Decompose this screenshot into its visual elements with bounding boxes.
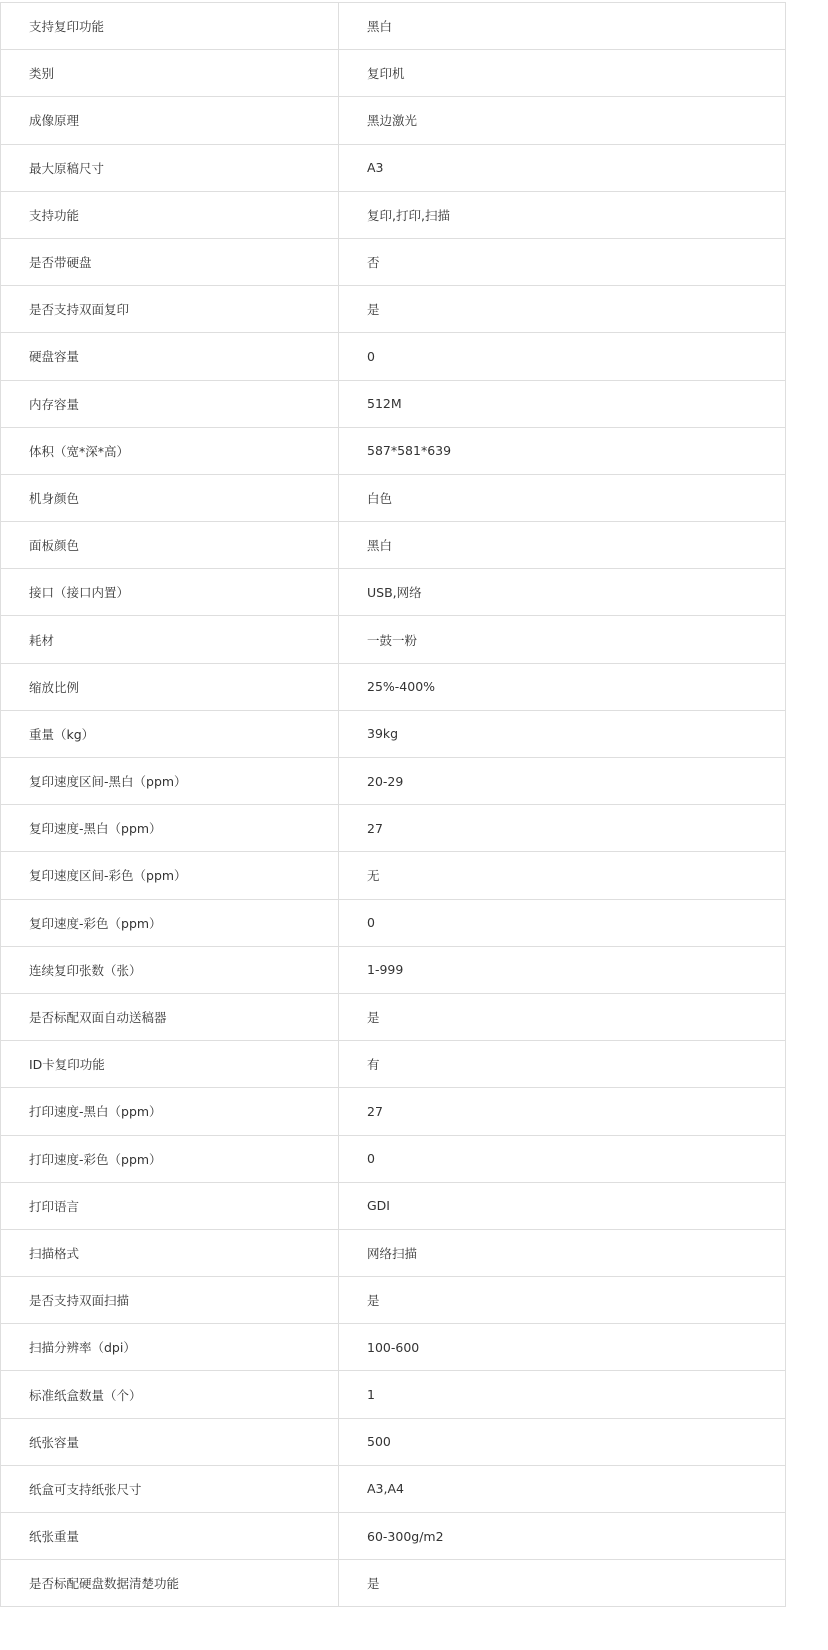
spec-value: 500	[339, 1418, 786, 1465]
table-row	[1, 1465, 786, 1512]
spec-value: 0	[339, 333, 786, 380]
spec-label: 复印速度-彩色（ppm）	[1, 899, 339, 946]
spec-value: 白色	[339, 474, 786, 521]
spec-value: A3	[339, 144, 786, 191]
spec-value: 20-29	[339, 758, 786, 805]
spec-table	[0, 2, 786, 1607]
spec-label: 纸盒可支持纸张尺寸	[1, 1465, 339, 1512]
table-row	[1, 1371, 786, 1418]
table-row	[1, 946, 786, 993]
spec-label: 成像原理	[1, 97, 339, 144]
spec-label: 纸张重量	[1, 1513, 339, 1560]
table-row	[1, 286, 786, 333]
spec-label: 面板颜色	[1, 522, 339, 569]
spec-label: 复印速度-黑白（ppm）	[1, 805, 339, 852]
table-row	[1, 1513, 786, 1560]
spec-value: 0	[339, 1135, 786, 1182]
table-row	[1, 616, 786, 663]
spec-value: 网络扫描	[339, 1229, 786, 1276]
table-row	[1, 1088, 786, 1135]
spec-value: 39kg	[339, 710, 786, 757]
table-row	[1, 993, 786, 1040]
spec-value: 25%-400%	[339, 663, 786, 710]
spec-label: 是否带硬盘	[1, 238, 339, 285]
spec-label: 复印速度区间-彩色（ppm）	[1, 852, 339, 899]
table-row	[1, 191, 786, 238]
spec-label: 是否标配硬盘数据清楚功能	[1, 1560, 339, 1607]
table-row	[1, 1277, 786, 1324]
spec-label: 硬盘容量	[1, 333, 339, 380]
table-row	[1, 3, 786, 50]
spec-label: 打印速度-彩色（ppm）	[1, 1135, 339, 1182]
spec-label: 连续复印张数（张）	[1, 946, 339, 993]
spec-value: 100-600	[339, 1324, 786, 1371]
table-row	[1, 1182, 786, 1229]
spec-value: 587*581*639	[339, 427, 786, 474]
table-row	[1, 1041, 786, 1088]
table-row	[1, 852, 786, 899]
spec-value: 复印机	[339, 50, 786, 97]
spec-value: 是	[339, 286, 786, 333]
spec-value: 是	[339, 1277, 786, 1324]
spec-table-body	[1, 3, 786, 1607]
table-row	[1, 1418, 786, 1465]
spec-value: 是	[339, 993, 786, 1040]
spec-label: 缩放比例	[1, 663, 339, 710]
spec-value: 27	[339, 1088, 786, 1135]
spec-value: 否	[339, 238, 786, 285]
table-row	[1, 1560, 786, 1607]
table-row	[1, 238, 786, 285]
spec-label: 是否支持双面扫描	[1, 1277, 339, 1324]
spec-label: 是否支持双面复印	[1, 286, 339, 333]
spec-label: 是否标配双面自动送稿器	[1, 993, 339, 1040]
spec-value: 是	[339, 1560, 786, 1607]
spec-label: 接口（接口内置）	[1, 569, 339, 616]
spec-value: 60-300g/m2	[339, 1513, 786, 1560]
spec-value: 有	[339, 1041, 786, 1088]
table-row	[1, 758, 786, 805]
spec-label: ID卡复印功能	[1, 1041, 339, 1088]
table-row	[1, 144, 786, 191]
table-row	[1, 1229, 786, 1276]
table-row	[1, 569, 786, 616]
spec-value: 无	[339, 852, 786, 899]
spec-value: 1-999	[339, 946, 786, 993]
spec-label: 重量（kg）	[1, 710, 339, 757]
table-row	[1, 710, 786, 757]
spec-label: 内存容量	[1, 380, 339, 427]
spec-label: 纸张容量	[1, 1418, 339, 1465]
spec-value: 0	[339, 899, 786, 946]
spec-label: 打印语言	[1, 1182, 339, 1229]
spec-value: 复印,打印,扫描	[339, 191, 786, 238]
table-row	[1, 427, 786, 474]
table-row	[1, 474, 786, 521]
table-row	[1, 805, 786, 852]
table-row	[1, 1135, 786, 1182]
spec-label: 支持功能	[1, 191, 339, 238]
spec-label: 标准纸盒数量（个）	[1, 1371, 339, 1418]
spec-label: 扫描格式	[1, 1229, 339, 1276]
table-row	[1, 899, 786, 946]
spec-value: USB,网络	[339, 569, 786, 616]
spec-value: 黑白	[339, 3, 786, 50]
spec-value: 27	[339, 805, 786, 852]
spec-value: 黑白	[339, 522, 786, 569]
spec-value: 1	[339, 1371, 786, 1418]
spec-label: 类别	[1, 50, 339, 97]
table-row	[1, 1324, 786, 1371]
table-row	[1, 380, 786, 427]
spec-label: 体积（宽*深*高）	[1, 427, 339, 474]
spec-label: 耗材	[1, 616, 339, 663]
table-row	[1, 333, 786, 380]
spec-label: 扫描分辨率（dpi）	[1, 1324, 339, 1371]
table-row	[1, 522, 786, 569]
spec-value: A3,A4	[339, 1465, 786, 1512]
table-row	[1, 97, 786, 144]
spec-label: 最大原稿尺寸	[1, 144, 339, 191]
spec-label: 打印速度-黑白（ppm）	[1, 1088, 339, 1135]
spec-value: GDI	[339, 1182, 786, 1229]
spec-label: 支持复印功能	[1, 3, 339, 50]
spec-value: 512M	[339, 380, 786, 427]
spec-label: 复印速度区间-黑白（ppm）	[1, 758, 339, 805]
spec-label: 机身颜色	[1, 474, 339, 521]
table-row	[1, 663, 786, 710]
spec-value: 黑边激光	[339, 97, 786, 144]
table-row	[1, 50, 786, 97]
spec-value: 一鼓一粉	[339, 616, 786, 663]
